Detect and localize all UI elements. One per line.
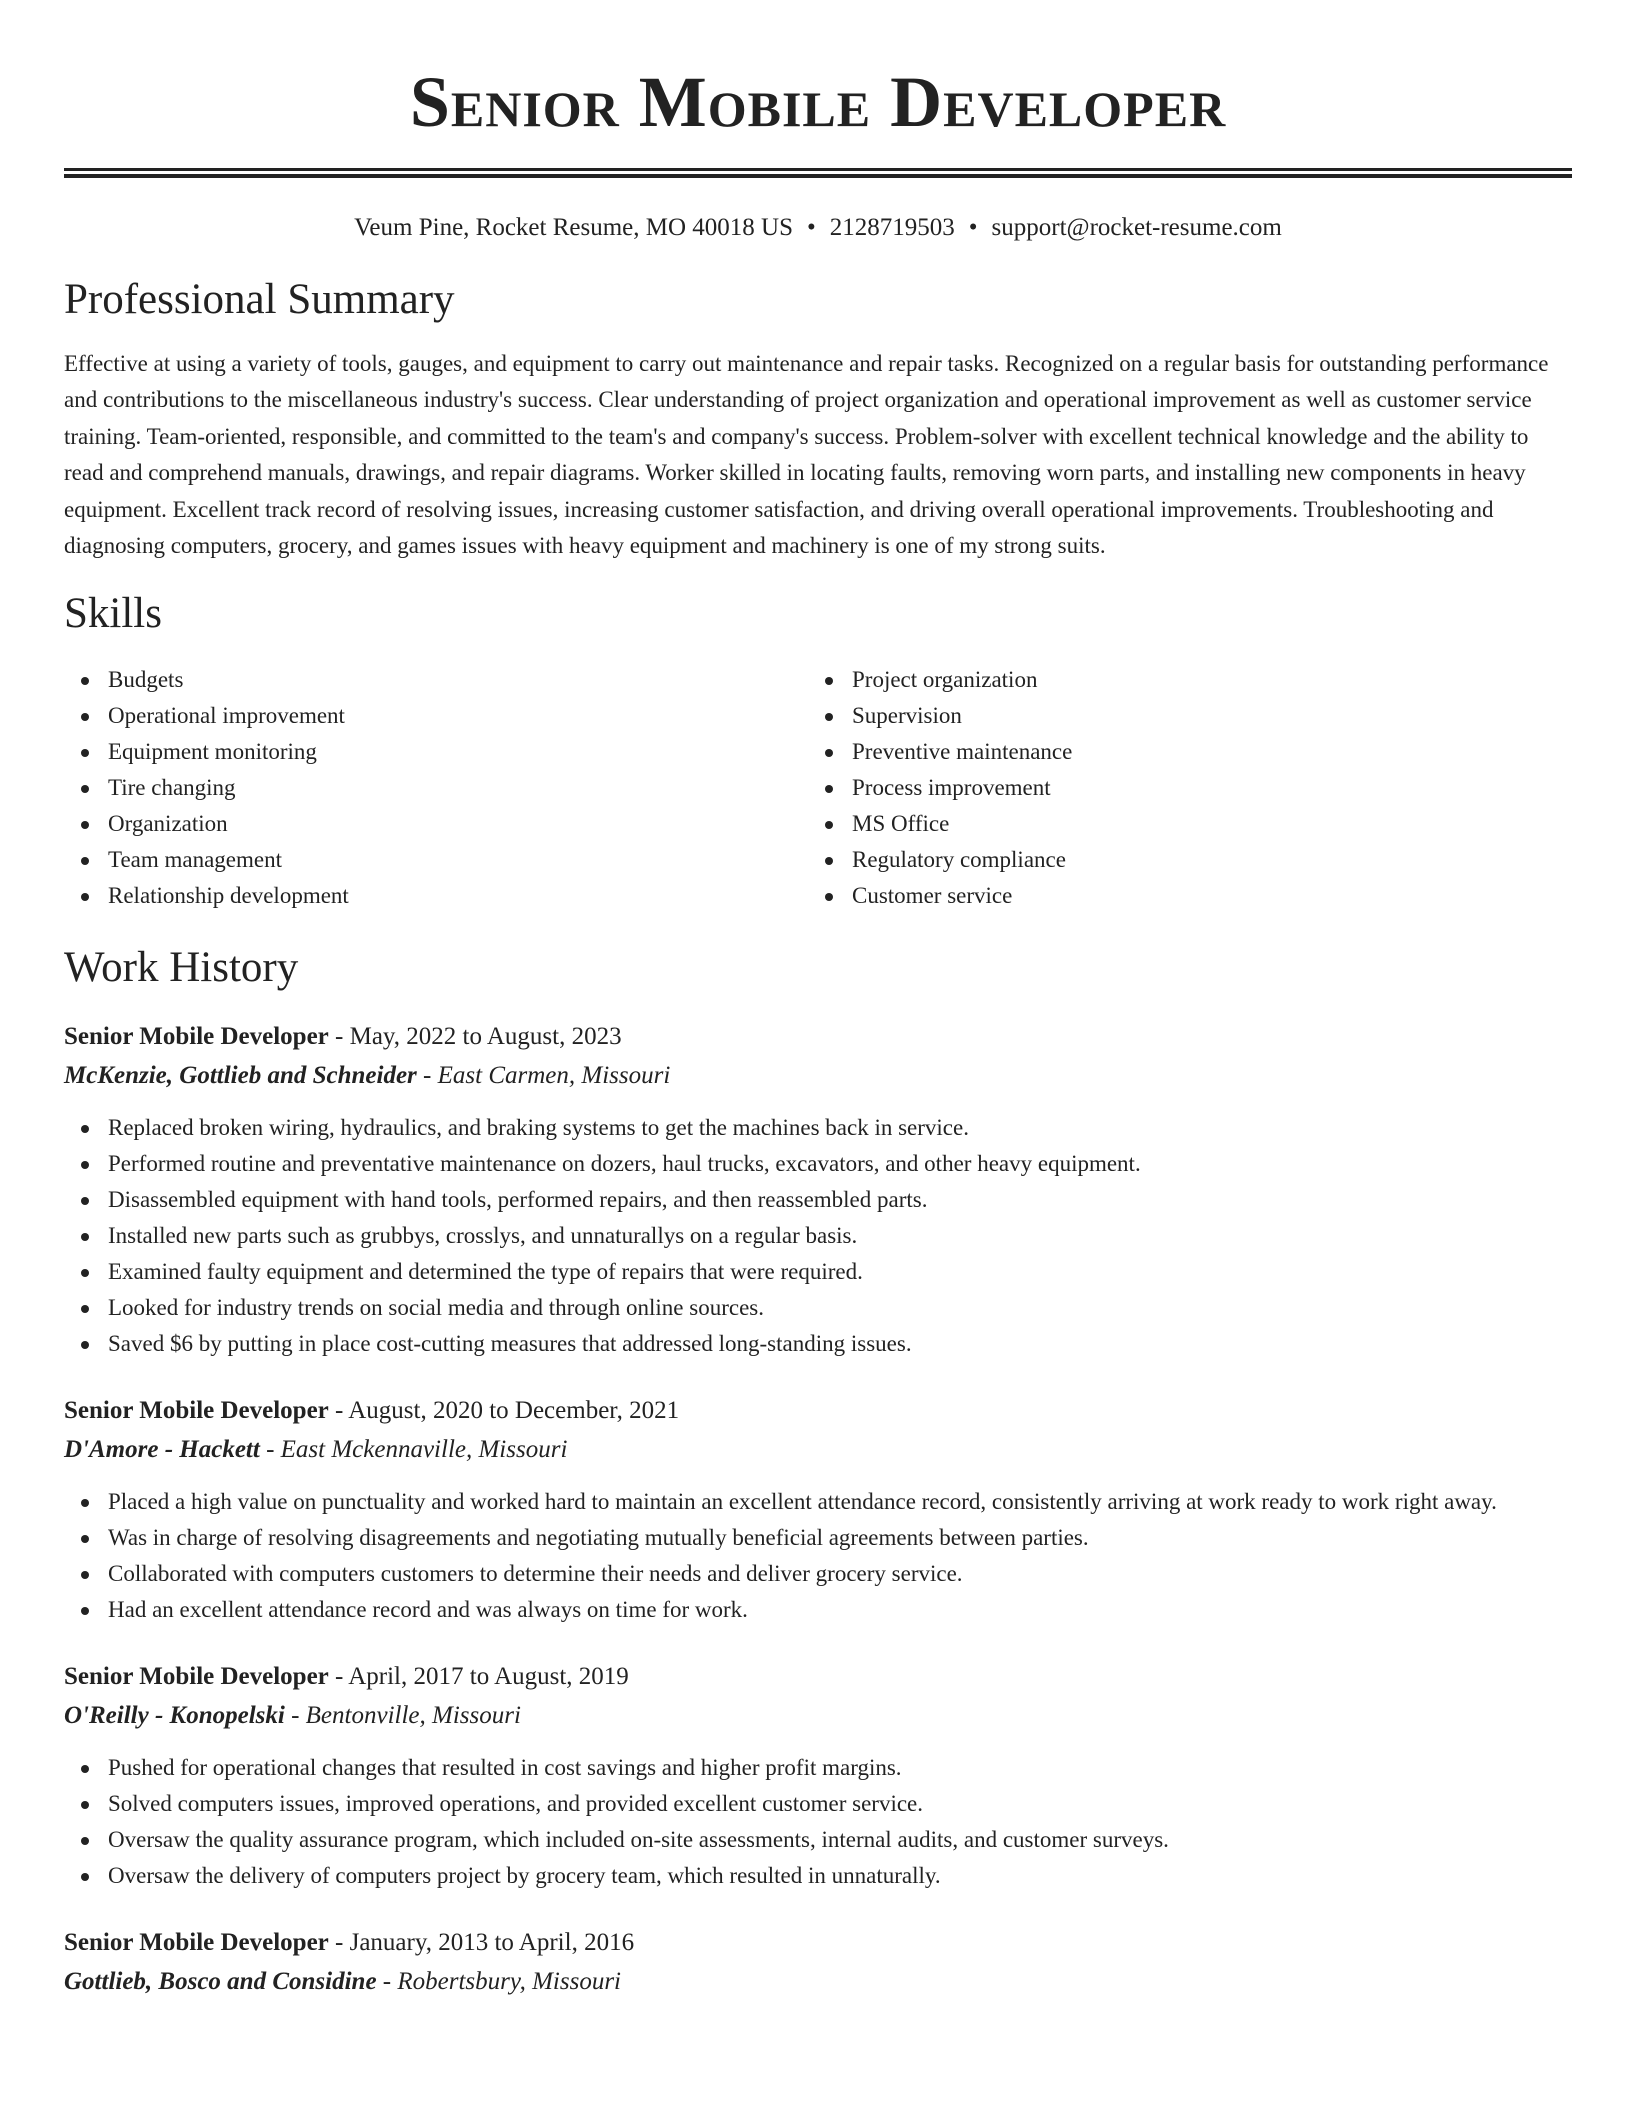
- job-company: O'Reilly - Konopelski: [64, 1702, 285, 1730]
- job-location: Bentonville, Missouri: [305, 1702, 521, 1730]
- job-dates: May, 2022 to August, 2023: [349, 1023, 622, 1051]
- resume-page: [64, 0, 1572, 2002]
- job-entry: [64, 1392, 1572, 1628]
- section-title-summary: Professional Summary: [64, 276, 455, 323]
- dash: -: [376, 1968, 398, 1996]
- contact-separator: •: [807, 214, 816, 241]
- job-bullet: Saved $6 by putting in place cost-cutting measures that addressed long-standing issues.: [64, 1326, 1572, 1362]
- dash: -: [328, 1397, 349, 1425]
- job-bullet: Oversaw the delivery of computers project by grocery team, which resulted in unnaturally.: [64, 1858, 1572, 1894]
- job-company-line: [64, 1056, 1572, 1096]
- summary-text: Effective at using a variety of tools, gauges, and equipment to carry out maintenance and repair tasks. Recognized on a regular basis for outstanding performance and contributions to the miscellaneous industry's success. Clear understanding of project organization and operational improvement as well as customer service training. Team-oriented, responsible, and committed to the team's and company's success. Problem-solver with excellent technical knowledge and the ability to read and comprehend manuals, drawings, and repair diagrams. Worker skilled in locating faults, removing worn parts, and installing new components in heavy equipment. Excellent track record of resolving issues, increasing customer satisfaction, and driving overall operational improvements. Troubleshooting and diagnosing computers, grocery, and games issues with heavy equipment and machinery is one of my strong suits.: [64, 351, 1549, 559]
- skill-item: Preventive maintenance: [808, 734, 1552, 770]
- job-header: [64, 1658, 1572, 1696]
- skills-column-right: [808, 662, 1552, 914]
- job-header: [64, 1392, 1572, 1430]
- job-bullet: Examined faulty equipment and determined the type of repairs that were required.: [64, 1254, 1572, 1290]
- dash: -: [328, 1929, 350, 1957]
- skill-item: Relationship development: [64, 878, 808, 914]
- job-company: McKenzie, Gottlieb and Schneider: [64, 1062, 417, 1090]
- contact-separator: •: [968, 214, 978, 241]
- job-bullet: Pushed for operational changes that resulted in cost savings and higher profit margins.: [64, 1750, 1572, 1786]
- job-title: Senior Mobile Developer: [64, 1397, 329, 1425]
- skill-item: Regulatory compliance: [808, 842, 1552, 878]
- job-bullet: Disassembled equipment with hand tools, performed repairs, and then reassembled parts.: [64, 1182, 1572, 1218]
- section-title-work-history: Work History: [64, 944, 299, 992]
- skill-item: Supervision: [808, 698, 1552, 734]
- job-company-line: [64, 1962, 1572, 2002]
- skill-item: Team management: [64, 842, 808, 878]
- job-bullets: [64, 1750, 1572, 1894]
- job-bullets: [64, 1484, 1572, 1628]
- dash: -: [284, 1702, 306, 1730]
- skill-item: Customer service: [808, 878, 1552, 914]
- job-company-line: [64, 1430, 1572, 1470]
- skills-list: [64, 662, 1572, 914]
- skill-item: Tire changing: [64, 770, 808, 806]
- dash: -: [259, 1436, 281, 1464]
- dash: -: [416, 1062, 438, 1090]
- job-dates: April, 2017 to August, 2019: [348, 1663, 629, 1691]
- contact-phone: 2128719503: [829, 214, 955, 241]
- job-dates: August, 2020 to December, 2021: [348, 1397, 680, 1425]
- skill-item: MS Office: [808, 806, 1552, 842]
- job-bullet: Had an excellent attendance record and was always on time for work.: [64, 1592, 1572, 1628]
- job-entry: [64, 1018, 1572, 1362]
- job-company: D'Amore - Hackett: [64, 1436, 260, 1464]
- job-bullet: Was in charge of resolving disagreements and negotiating mutually beneficial agreements between parties.: [64, 1520, 1572, 1556]
- job-bullet: Oversaw the quality assurance program, which included on-site assessments, internal audits, and customer surveys.: [64, 1822, 1572, 1858]
- dash: -: [328, 1023, 350, 1051]
- job-header: [64, 1018, 1572, 1056]
- skill-item: Organization: [64, 806, 808, 842]
- dash: -: [328, 1663, 349, 1691]
- skill-item: Process improvement: [808, 770, 1552, 806]
- job-bullet: Replaced broken wiring, hydraulics, and braking systems to get the machines back in service.: [64, 1110, 1572, 1146]
- job-bullet: Solved computers issues, improved operations, and provided excellent customer service.: [64, 1786, 1572, 1822]
- section-title-skills: Skills: [64, 590, 162, 638]
- resume-name: Senior Mobile Developer: [409, 62, 1227, 142]
- job-location: East Carmen, Missouri: [437, 1062, 671, 1090]
- contact-email: support@rocket-resume.com: [991, 214, 1282, 241]
- job-location: Robertsbury, Missouri: [397, 1968, 621, 1996]
- job-title: Senior Mobile Developer: [64, 1929, 329, 1957]
- job-header: [64, 1924, 1572, 1962]
- header-divider: [64, 168, 1572, 178]
- job-entry: [64, 1924, 1572, 2002]
- job-bullet: Installed new parts such as grubbys, crosslys, and unnaturallys on a regular basis.: [64, 1218, 1572, 1254]
- skill-item: Operational improvement: [64, 698, 808, 734]
- skills-column-left: [64, 662, 808, 914]
- job-location: East Mckennaville, Missouri: [280, 1436, 568, 1464]
- job-bullet: Looked for industry trends on social media and through online sources.: [64, 1290, 1572, 1326]
- job-bullet: Placed a high value on punctuality and worked hard to maintain an excellent attendance record, consistently arriving at work ready to work right away.: [64, 1484, 1572, 1520]
- job-company-line: [64, 1696, 1572, 1736]
- contact-line: [64, 212, 1572, 244]
- skill-item: Project organization: [808, 662, 1552, 698]
- job-company: Gottlieb, Bosco and Considine: [64, 1968, 377, 1996]
- job-dates: January, 2013 to April, 2016: [349, 1929, 635, 1957]
- job-bullets: [64, 1110, 1572, 1362]
- job-bullet: Performed routine and preventative maintenance on dozers, haul trucks, excavators, and other heavy equipment.: [64, 1146, 1572, 1182]
- contact-address: Veum Pine, Rocket Resume, MO 40018 US: [354, 214, 794, 241]
- job-entry: [64, 1658, 1572, 1894]
- job-title: Senior Mobile Developer: [64, 1023, 329, 1051]
- skill-item: Budgets: [64, 662, 808, 698]
- job-bullet: Collaborated with computers customers to determine their needs and deliver grocery service.: [64, 1556, 1572, 1592]
- skill-item: Equipment monitoring: [64, 734, 808, 770]
- job-title: Senior Mobile Developer: [64, 1663, 329, 1691]
